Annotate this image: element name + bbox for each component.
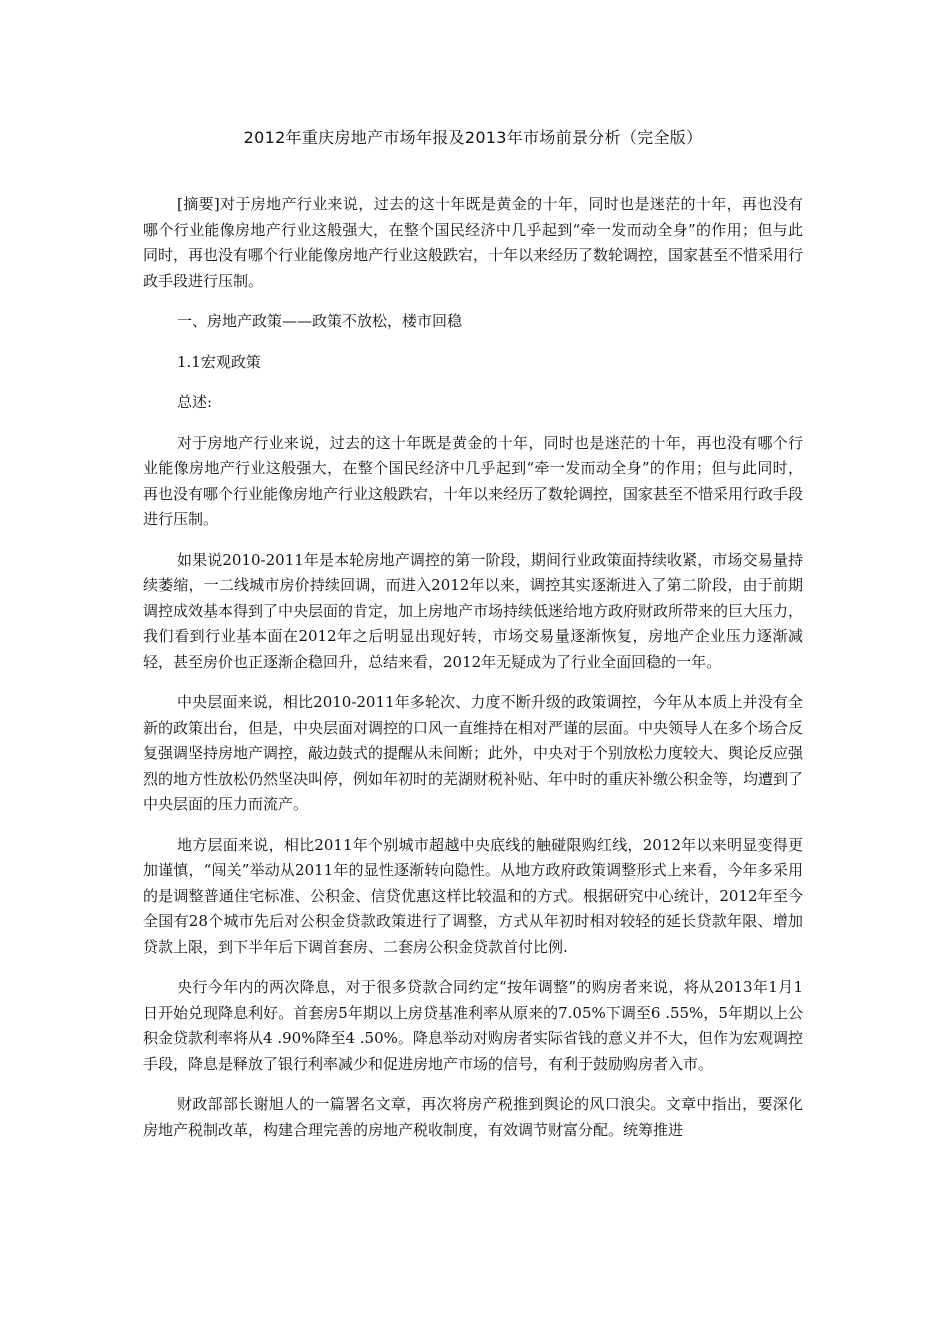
body-paragraph: 中央层面来说，相比2010-2011年多轮次、力度不断升级的政策调控，今年从本质上并没有全新的政策出台，但是，中央层面对调控的口风一直维持在相对严谨的层面。中央领导人在多个场合反复强调坚持房地产调控，敲边鼓式的提醒从未间断；此外，中央对于个别放松力度较大、舆论反应强烈的地方性放松仍然坚决叫停，例如年初时的芜湖财税补贴、年中时的重庆补缴公积金等，均遭到了中央层面的压力而流产。 <box>143 693 804 813</box>
document-title: 2012年重庆房地产市场年报及2013年市场前景分析（完全版） <box>243 128 703 147</box>
abstract-paragraph: [摘要]对于房地产行业来说，过去的这十年既是黄金的十年，同时也是迷茫的十年，再也没有哪个行业能像房地产行业这般强大，在整个国民经济中几乎起到“牵一发而动全身”的作用；但与此同时，再也没有哪个行业能像房地产行业这般跌宕，十年以来经历了数轮调控，国家甚至不惜采用行政手段进行压制。 <box>143 195 804 290</box>
subsection-heading: 1.1宏观政策 <box>177 352 261 371</box>
body-paragraph: 如果说2010-2011年是本轮房地产调控的第一阶段，期间行业政策面持续收紧，市场交易量持续萎缩，一二线城市房价持续回调，而进入2012年以来，调控其实逐渐进入了第二阶段，由于前期调控成效基本得到了中央层面的肯定，加上房地产市场持续低迷给地方政府财政所带来的巨大压力，我们看到行业基本面在2012年之后明显出现好转，市场交易量逐渐恢复，房地产企业压力逐渐减轻，甚至房价也正逐渐企稳回升，总结来看，2012年无疑成为了行业全面回稳的一年。 <box>143 550 804 671</box>
body-paragraph: 央行今年内的两次降息，对于很多贷款合同约定“按年调整”的购房者来说，将从2013年1月1日开始兑现降息利好。首套房5年期以上房贷基准利率从原来的7.05%下调至6 .55%，5年期以上公积金贷款利率将从4 .90%降至4 .50%。降息举动对购房者实际省钱的意义并不大，但作为宏观调控手段，降息是释放了银行利率减少和促进房地产市场的信号，有利于鼓励购房者入市。 <box>143 978 803 1073</box>
document-page <box>143 126 803 1158</box>
body-paragraph: 财政部部长谢旭人的一篇署名文章，再次将房产税推到舆论的风口浪尖。文章中指出，要深化房地产税制改革，构建合理完善的房地产税收制度，有效调节财富分配。统筹推进 <box>143 1095 803 1139</box>
summary-label: 总述: <box>177 393 213 411</box>
body-paragraph: 地方层面来说，相比2011年个别城市超越中央底线的触碰限购红线，2012年以来明显变得更加谨慎，“闯关”举动从2011年的显性逐渐转向隐性。从地方政府政策调整形式上来看，今年多采用的是调整普通住宅标准、公积金、信贷优惠这样比较温和的方式。根据研究中心统计，2012年至今全国有28个城市先后对公积金贷款政策进行了调整，方式从年初时相对较轻的延长贷款年限、增加贷款上限，到下半年后下调首套房、二套房公积金贷款首付比例. <box>143 835 803 956</box>
section-heading: 一、房地产政策——政策不放松，楼市回稳 <box>177 312 463 330</box>
body-paragraph: 对于房地产行业来说，过去的这十年既是黄金的十年，同时也是迷茫的十年，再也没有哪个行业能像房地产行业这般强大，在整个国民经济中几乎起到“牵一发而动全身”的作用；但与此同时，再也没有哪个行业能像房地产行业这般跌宕，十年以来经历了数轮调控，国家甚至不惜采用行政手段进行压制。 <box>143 433 804 528</box>
